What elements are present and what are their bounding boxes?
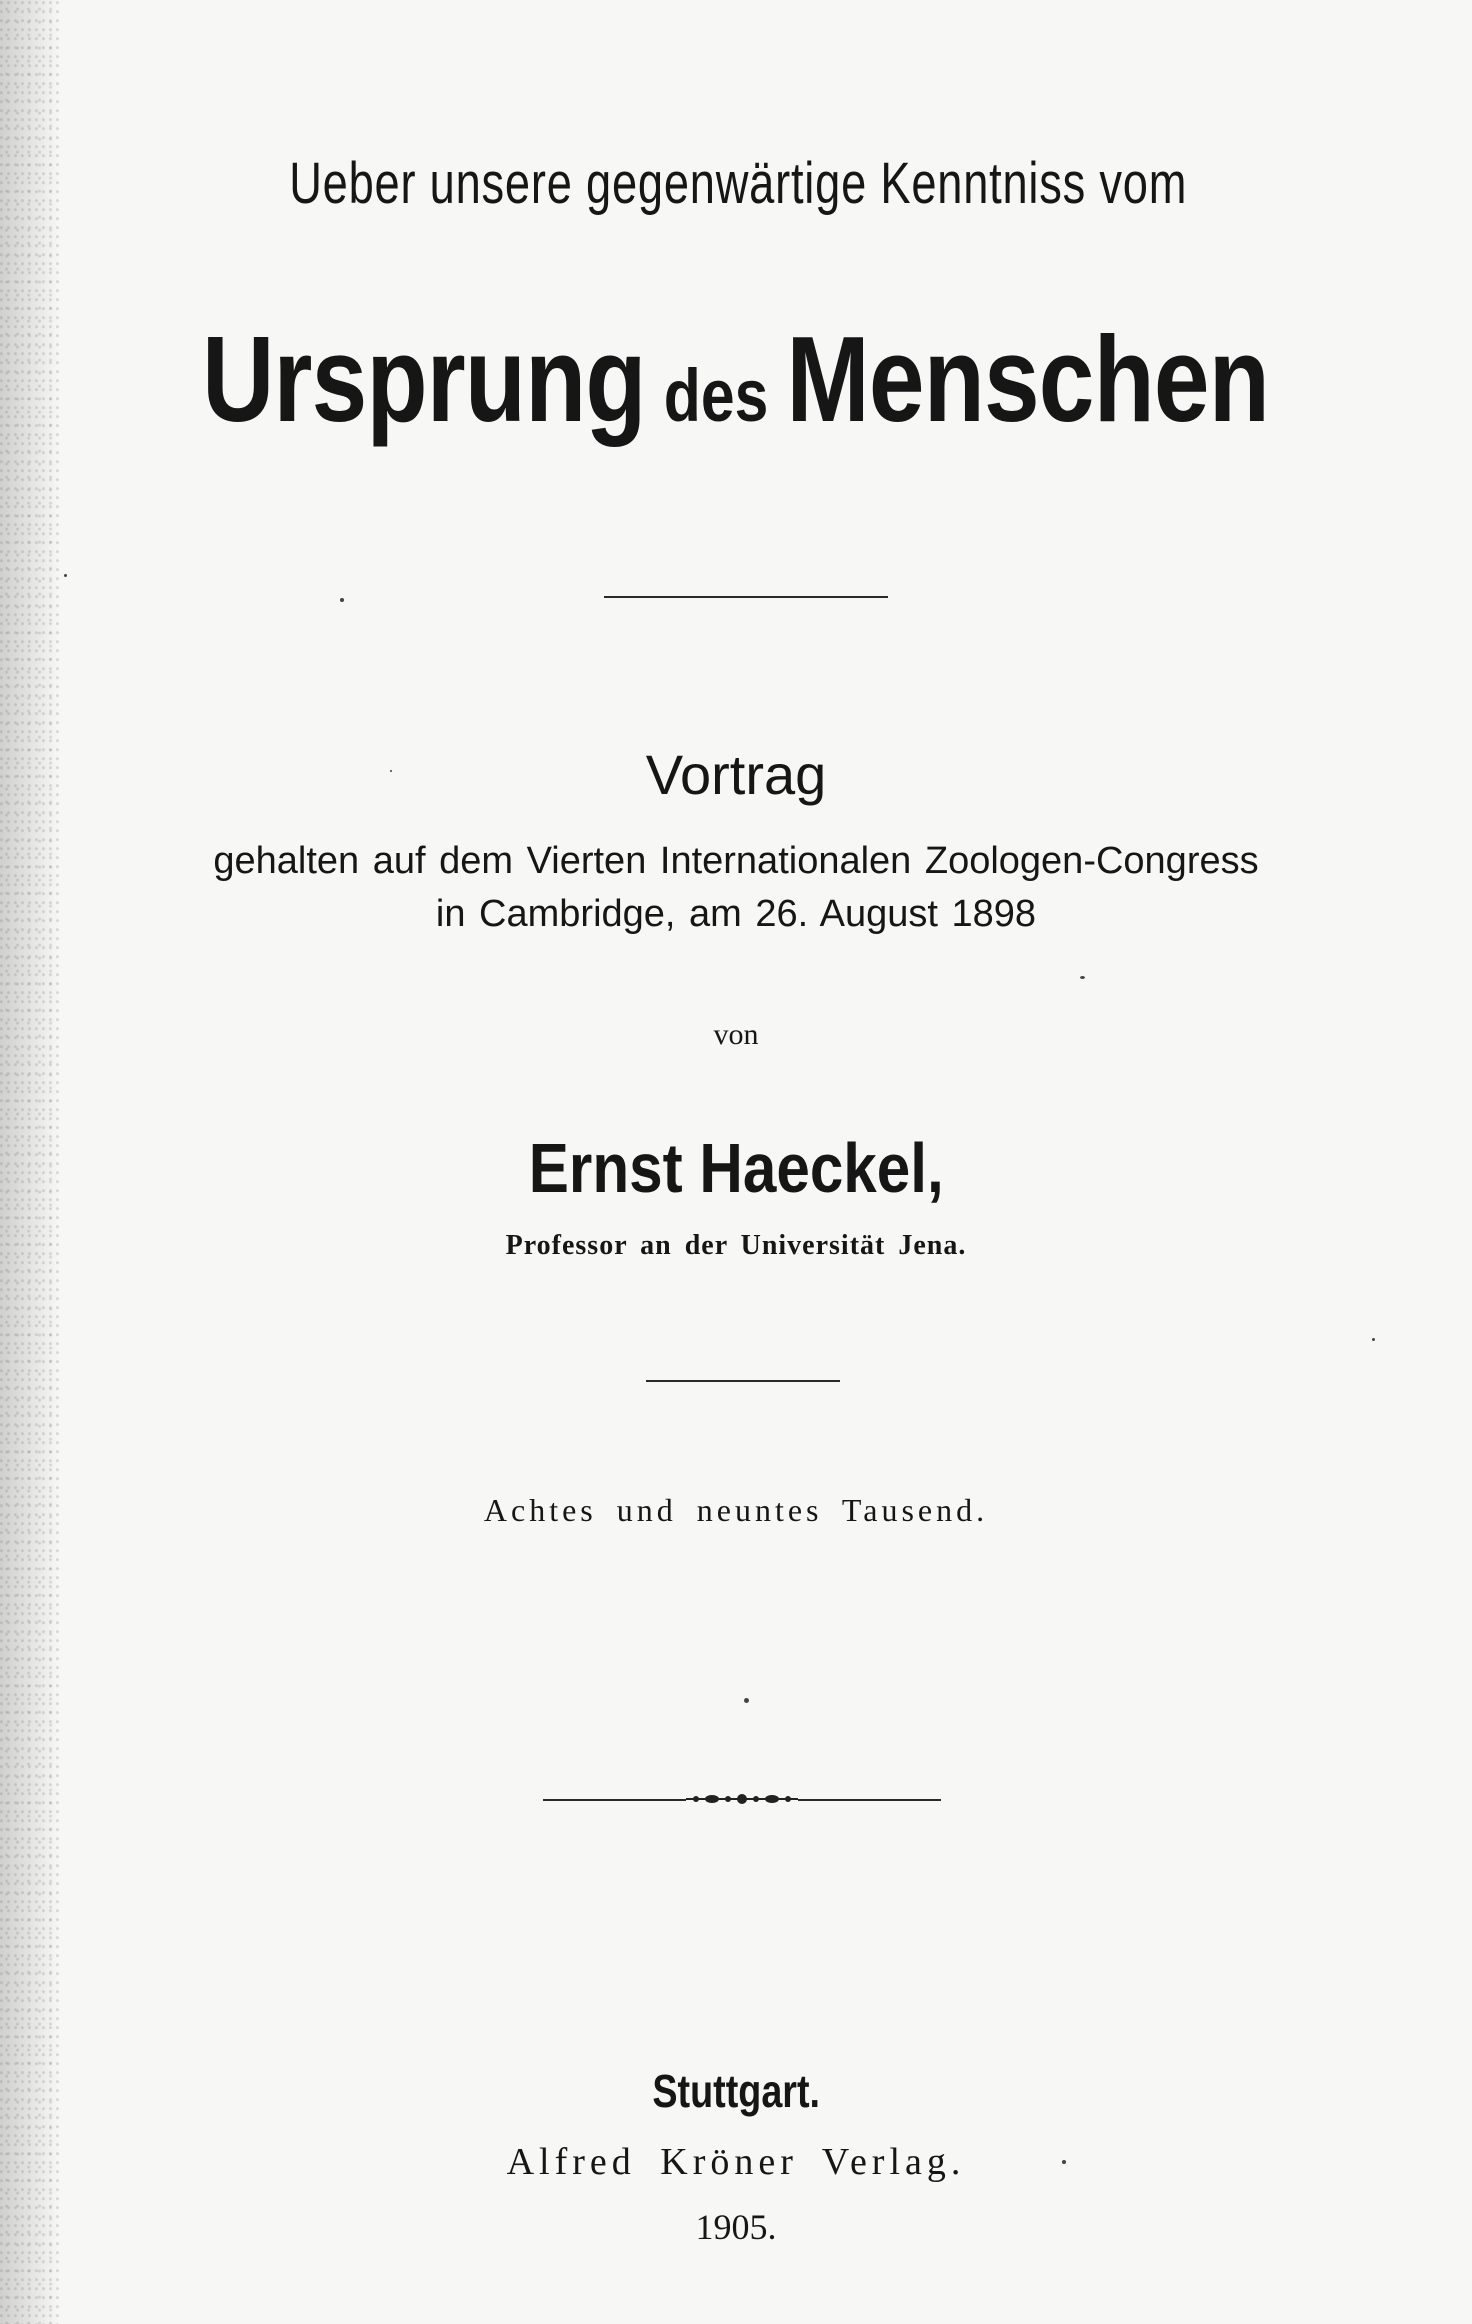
print-speck: [1062, 2160, 1066, 2164]
author-name: [0, 1128, 1472, 1208]
publisher-name: Alfred Kröner Verlag.: [506, 2141, 966, 2183]
publication-city: [0, 2064, 1472, 2118]
title-word-ursprung: Ursprung: [202, 311, 647, 447]
print-speck: [390, 770, 392, 772]
divider-rule-middle: [646, 1380, 840, 1382]
print-speck: [340, 598, 344, 602]
publication-city-text: Stuttgart.: [652, 2065, 820, 2117]
print-speck: [64, 574, 67, 577]
print-speck: [744, 1698, 749, 1703]
author-title: Professor an der Universität Jena.: [505, 1230, 967, 1261]
publication-year: 1905.: [695, 2207, 777, 2247]
lecture-venue-line-2: in Cambridge, am 26. August 1898: [435, 893, 1037, 935]
subtitle: Ueber unsere gegenwärtige Kenntniss vom: [289, 151, 1188, 216]
print-speck: [1080, 976, 1085, 979]
main-title: [0, 311, 1472, 447]
by-label: von: [713, 1018, 759, 1051]
edition-note: Achtes und neuntes Tausend.: [483, 1492, 989, 1528]
lecture-venue-line-1: gehalten auf dem Vierten Internationalen Zoologen-Congress: [213, 840, 1259, 882]
print-speck: [1372, 1338, 1375, 1341]
ornament-icon: [686, 1789, 798, 1809]
lecture-label: Vortrag: [645, 743, 827, 806]
title-word-des: des: [664, 354, 769, 437]
author-name-text: Ernst Haeckel,: [528, 1129, 944, 1207]
title-word-menschen: Menschen: [786, 311, 1270, 447]
divider-rule-top: [604, 596, 888, 598]
